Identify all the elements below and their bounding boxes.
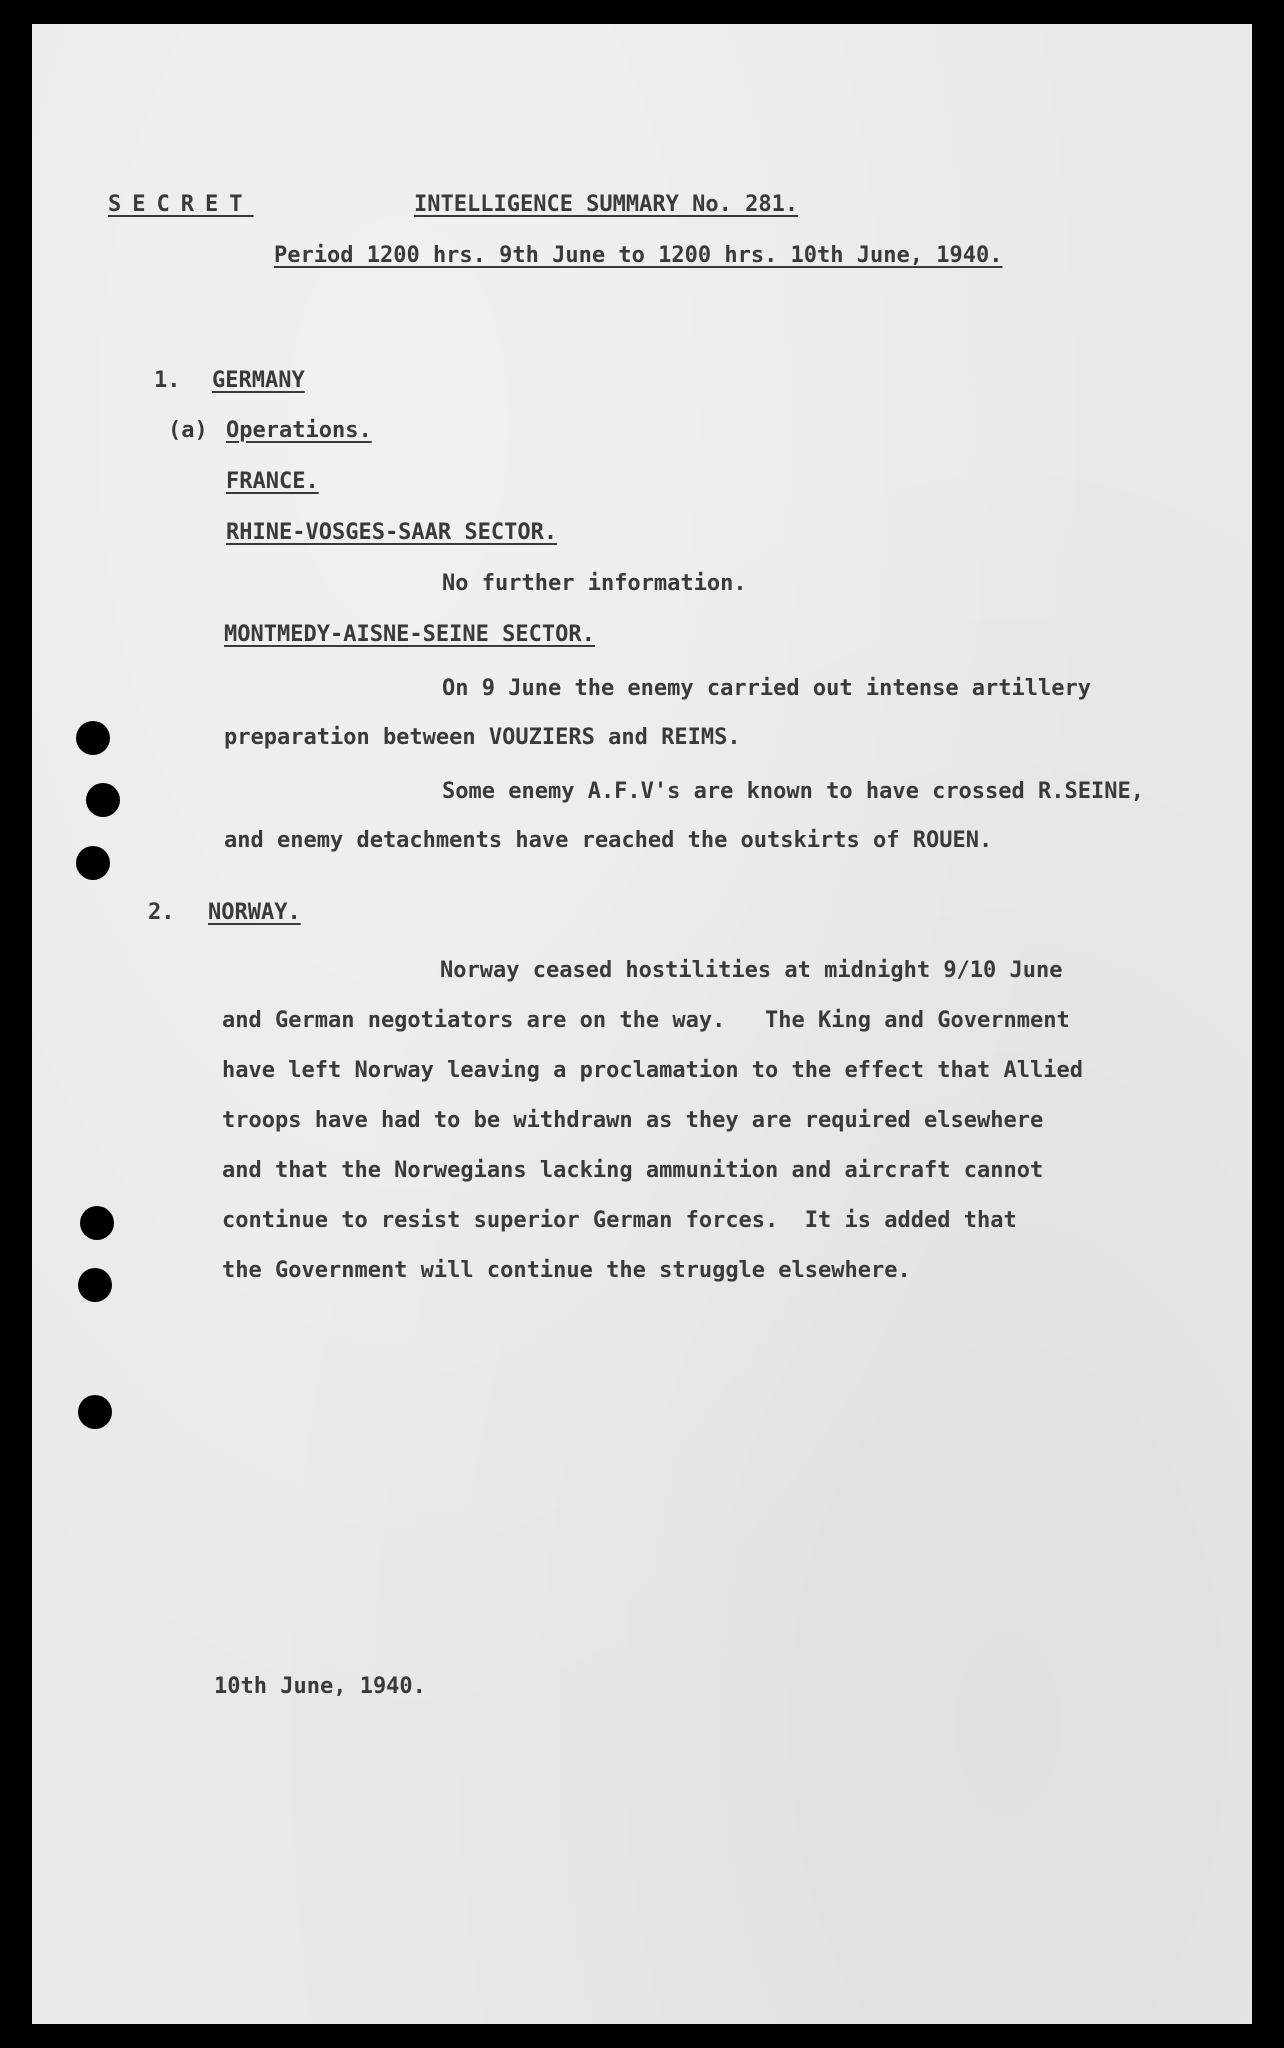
section-2-line: troops have had to be withdrawn as they are required elsewhere xyxy=(222,1108,1044,1133)
punch-hole xyxy=(78,1395,112,1429)
section-2-line: have left Norway leaving a proclamation to the effect that Allied xyxy=(222,1058,1083,1083)
section-2-line: continue to resist superior German forces. It is added that xyxy=(222,1208,1017,1233)
sector-2-line: On 9 June the enemy carried out intense artillery xyxy=(442,676,1092,701)
sector-2-line: Some enemy A.F.V's are known to have crossed R.SEINE, xyxy=(442,779,1144,804)
punch-hole xyxy=(76,846,110,880)
punch-hole xyxy=(76,721,110,755)
punch-hole xyxy=(78,1268,112,1302)
country-heading-france: FRANCE. xyxy=(226,469,319,494)
document-title: INTELLIGENCE SUMMARY No. 281. xyxy=(414,192,799,217)
reporting-period: Period 1200 hrs. 9th June to 1200 hrs. 10th June, 1940. xyxy=(274,243,1003,268)
section-2-number: 2. xyxy=(148,900,175,925)
section-1-number: 1. xyxy=(154,368,181,393)
punch-hole xyxy=(80,1206,114,1240)
sector-2-line: and enemy detachments have reached the outskirts of ROUEN. xyxy=(224,828,993,853)
document-date: 10th June, 1940. xyxy=(214,1674,426,1699)
sector-2-line: preparation between VOUZIERS and REIMS. xyxy=(224,725,741,750)
subsection-a-heading: Operations. xyxy=(226,418,372,443)
section-2-line: and that the Norwegians lacking ammunition and aircraft cannot xyxy=(222,1158,1044,1183)
classification-marking: SECRET xyxy=(108,192,254,217)
section-2-line: the Government will continue the struggle elsewhere. xyxy=(222,1258,911,1283)
section-2-line: and German negotiators are on the way. The King and Government xyxy=(222,1008,1070,1033)
section-2-heading: NORWAY. xyxy=(208,900,301,925)
sector-heading-montmedy-aisne-seine: MONTMEDY-AISNE-SEINE SECTOR. xyxy=(224,622,595,647)
section-2-line: Norway ceased hostilities at midnight 9/10 June xyxy=(440,958,1063,983)
section-1-heading: GERMANY xyxy=(212,368,305,393)
punch-hole xyxy=(86,783,120,817)
sector-heading-rhine-vosges-saar: RHINE-VOSGES-SAAR SECTOR. xyxy=(226,520,558,545)
document-page xyxy=(32,24,1252,2024)
sector-1-text: No further information. xyxy=(442,571,747,596)
subsection-a-label: (a) xyxy=(168,418,208,443)
